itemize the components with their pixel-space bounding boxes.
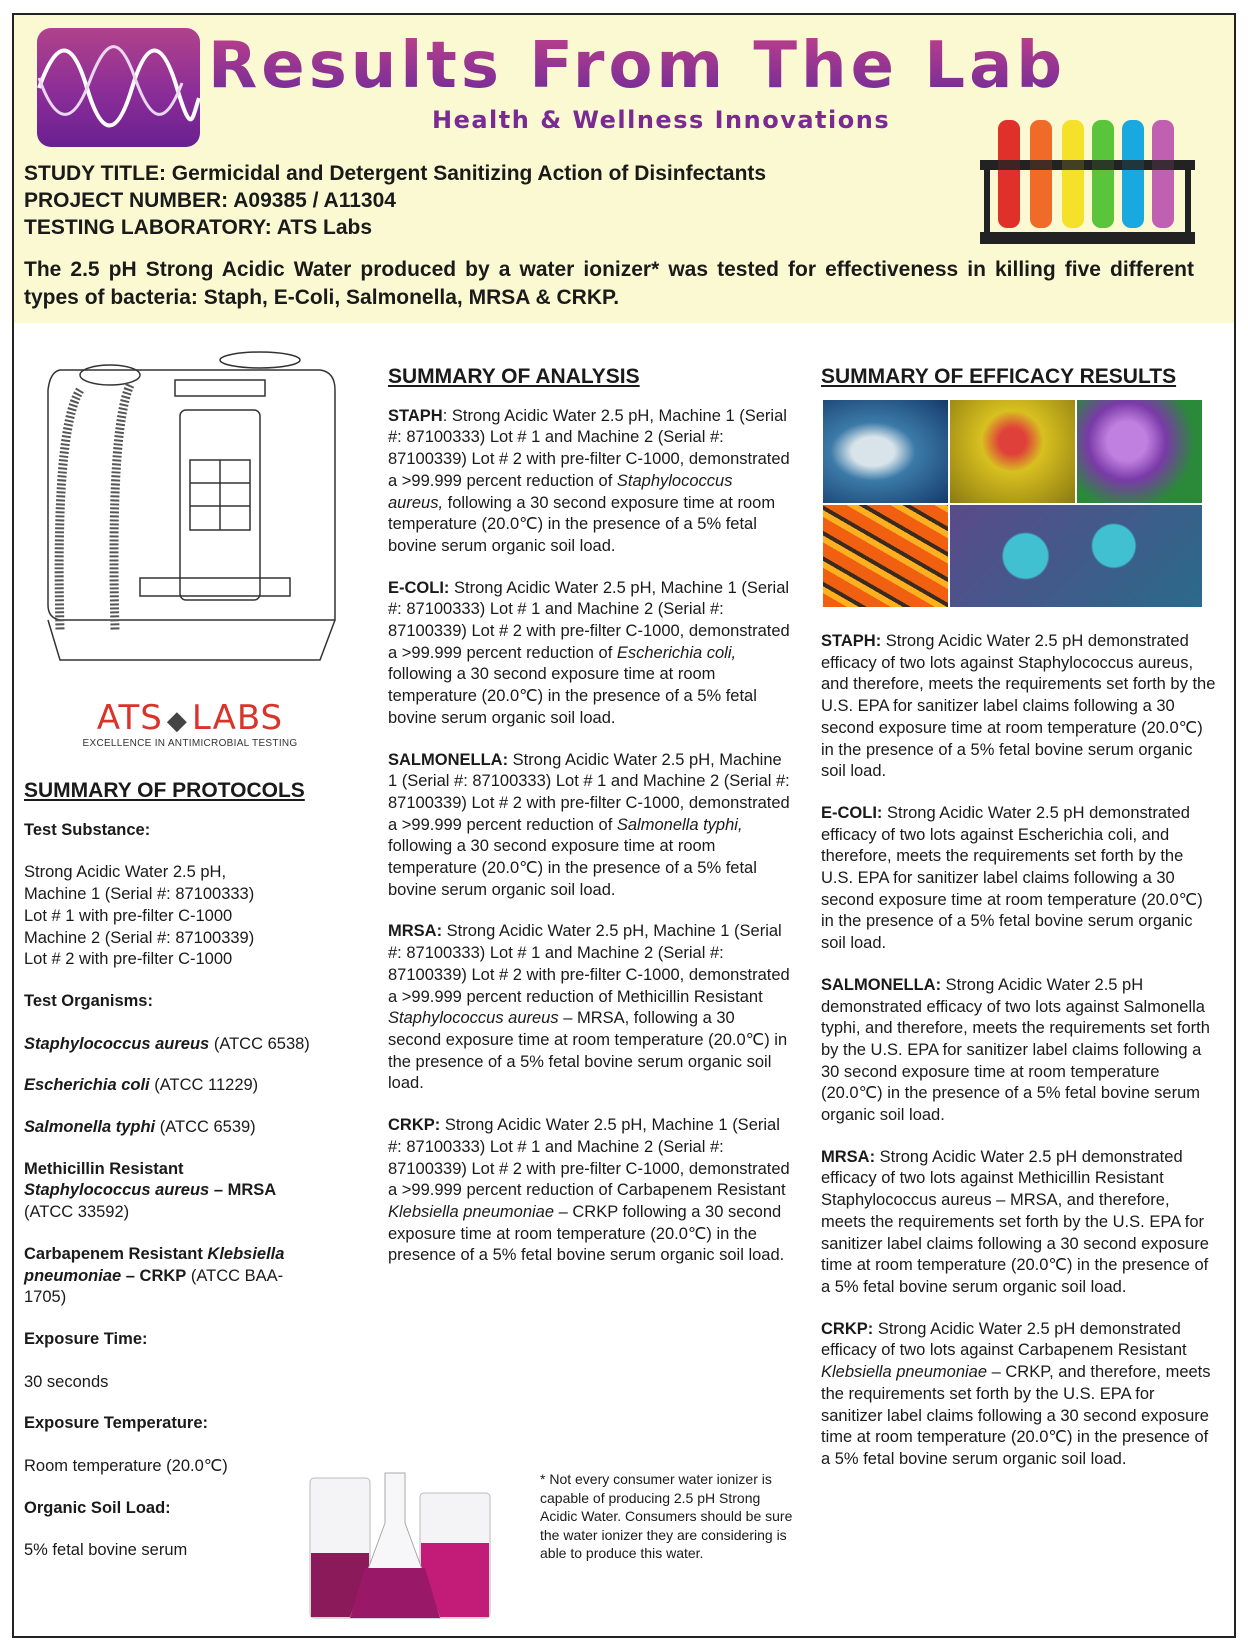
protocols-heading: SUMMARY OF PROTOCOLS — [24, 779, 305, 802]
text-segment: following a 30 second exposure time at room temperature (20.0℃) in the presence of a 5% fetal bovine serum organic soil load. — [388, 665, 757, 727]
text-segment: Klebsiella pneumoniae — [821, 1363, 988, 1382]
text-segment: CRKP: — [821, 1319, 874, 1338]
text-segment: (ATCC 6538) — [209, 1034, 310, 1053]
text-segment: (ATCC BAA-1705) — [24, 1266, 284, 1307]
text-segment: Klebsiella pneumoniae — [388, 1202, 555, 1221]
text-segment: MRSA: — [388, 922, 443, 941]
analysis-column — [388, 366, 790, 1287]
soil-load-label: Organic Soil Load: — [24, 1498, 171, 1517]
text-segment: Carbapenem Resistant — [24, 1244, 208, 1263]
text-segment: Strong Acidic Water 2.5 pH, Machine 1 (Serial #: 87100333) Lot # 1 and Machine 2 (Serial #: 87100339) Lot # 2 with pre-filter C-1000, demonstrated a >99.999 percent reduction of Carbapenem Resistant — [388, 1116, 790, 1200]
text-segment: Strong Acidic Water 2.5 pH, Machine 1 (Serial #: 87100333) Lot # 1 and Machine 2 (Serial #: 87100339) Lot # 2 with pre-filter C-1000, demonstrated a >99.999 percent reduction of — [388, 750, 790, 834]
efficacy-ecoli — [821, 803, 1219, 955]
project-number-label: PROJECT NUMBER: — [24, 189, 229, 212]
exposure-temp-value: Room temperature (20.0℃) — [24, 1457, 228, 1476]
protocols-column — [24, 780, 324, 1582]
text-segment: following a 30 second exposure time at room temperature (20.0℃) in the presence of a 5% fetal bovine serum organic soil load. — [388, 493, 776, 555]
project-number-value: A09385 / A11304 — [228, 189, 396, 212]
efficacy-crkp — [821, 1319, 1219, 1471]
wave-logo — [37, 28, 200, 147]
efficacy-mrsa — [821, 1147, 1219, 1299]
analysis-heading: SUMMARY OF ANALYSIS — [388, 365, 640, 388]
study-title-value: Germicidal and Detergent Sanitizing Action of Disinfectants — [165, 162, 767, 185]
water-ionizer-drawing — [40, 350, 345, 700]
ats-labs-logo — [55, 698, 325, 749]
exposure-temp-label: Exposure Temperature: — [24, 1414, 208, 1433]
study-title-line — [24, 160, 766, 187]
testing-lab-line — [24, 214, 766, 241]
text-segment: – MRSA, following a 30 second exposure time at room temperature (20.0℃) in the presence of a 5% fetal bovine serum organic soil load. — [388, 1009, 788, 1093]
bacteria-collage-image — [823, 400, 1202, 607]
soil-load-value: 5% fetal bovine serum — [24, 1541, 188, 1560]
text-segment: – CRKP — [121, 1266, 187, 1285]
text-segment: : Strong Acidic Water 2.5 pH, Machine 1 (Serial #: 87100333) Lot # 1 and Machine 2 (Serial #: 87100339) Lot # 2 with pre-filter C-1000, demonstrated a >99.999 percent reduction of — [388, 406, 790, 490]
text-segment: Strong Acidic Water 2.5 pH demonstrated efficacy of two lots against Methicillin Resistant Staphylococcus aureus – MRSA, and therefore, meets the requirements set forth by the U.S. EPA for sanitizer label claims following a 30 second exposure time at room temperature (20.0℃) in the presence of a 5% fetal bovine serum organic soil load. — [821, 1147, 1209, 1296]
text-segment: – CRKP, and therefore, meets the requirements set forth by the U.S. EPA for sanitizer label claims following a 30 second exposure time at room temperature (20.0℃) in the presence of a 5% fetal bovine serum organic soil load. — [821, 1363, 1211, 1468]
test-organisms-label: Test Organisms: — [24, 991, 153, 1010]
text-segment: Staphylococcus aureus — [388, 1009, 559, 1028]
intro-paragraph: The 2.5 pH Strong Acidic Water produced by a water ionizer* was tested for effectiveness in killing five different types of bacteria: Staph, E-Coli, Salmonella, MRSA & CRKP. — [24, 258, 1194, 309]
organism-item — [24, 1244, 324, 1309]
organism-item — [24, 1075, 324, 1097]
text-segment: (ATCC 33592) — [24, 1203, 130, 1222]
diamond-icon: ◆ — [166, 706, 188, 736]
beakers-image — [305, 1468, 495, 1628]
project-number-line — [24, 187, 766, 214]
efficacy-staph — [821, 631, 1219, 783]
organism-item — [24, 1159, 299, 1224]
analysis-staph — [388, 406, 790, 558]
text-segment: Staphylococcus aureus — [24, 1181, 210, 1200]
text-segment: Salmonella typhi — [24, 1118, 156, 1137]
text-segment: MRSA: — [821, 1147, 876, 1166]
text-segment: (ATCC 6539) — [155, 1118, 256, 1137]
text-segment: Strong Acidic Water 2.5 pH demonstrated efficacy of two lots against Salmonella typhi, and therefore, meets the requirements set forth by the U.S. EPA for sanitizer label claims following a 30 second exposure time at room temperature (20.0℃) in the presence of a 5% fetal bovine serum organic soil load. — [821, 975, 1210, 1125]
analysis-crkp — [388, 1115, 790, 1267]
study-info — [24, 160, 766, 241]
text-segment: Strong Acidic Water 2.5 pH demonstrated efficacy of two lots against Carbapenem Resistant — [821, 1319, 1187, 1360]
text-segment: – CRKP following a 30 second exposure time at room temperature (20.0℃) in the presence of a 5% fetal bovine serum organic soil load. — [388, 1202, 785, 1265]
text-segment: Strong Acidic Water 2.5 pH, Machine 1 (Serial #: 87100333) Lot # 1 and Machine 2 (Serial #: 87100339) Lot # 2 with pre-filter C-1000, demonstrated a >99.999 percent reduction of — [388, 578, 790, 662]
text-segment: Methicillin Resistant — [24, 1159, 184, 1178]
test-substance-value: Strong Acidic Water 2.5 pH, Machine 1 (Serial #: 87100333) Lot # 1 with pre-filter C-1000 Machine 2 (Serial #: 87100339) Lot # 2 with pre-filter C-1000 — [24, 863, 255, 969]
text-segment: – MRSA — [209, 1181, 277, 1200]
text-segment: SALMONELLA: — [821, 975, 942, 994]
footnote: * Not every consumer water ionizer is capable of producing 2.5 pH Strong Acidic Water. Consumers should be sure the water ionizer they are considering is able to produce this water. — [540, 1471, 793, 1562]
text-segment: E-COLI: — [388, 578, 450, 597]
testing-lab-label: TESTING LABORATORY: — [24, 216, 272, 239]
text-segment: Staphylococcus aureus, — [388, 471, 733, 512]
text-segment: E-COLI: — [821, 803, 883, 822]
test-tubes-image — [980, 120, 1195, 245]
text-segment: Escherichia coli, — [616, 643, 737, 662]
text-segment: (ATCC 11229) — [149, 1076, 259, 1095]
text-segment: SALMONELLA: — [388, 750, 509, 769]
study-title-label: STUDY TITLE: — [24, 162, 166, 185]
exposure-time-value: 30 seconds — [24, 1372, 109, 1391]
analysis-ecoli — [388, 578, 790, 730]
text-segment: CRKP: — [388, 1116, 441, 1135]
page-subtitle: Health & Wellness Innovations — [432, 106, 891, 134]
analysis-salmonella — [388, 750, 790, 902]
text-segment: Strong Acidic Water 2.5 pH demonstrated efficacy of two lots against Staphylococcus aureus, and therefore, meets the requirements set forth by the U.S. EPA for sanitizer label claims following a 30 second exposure time at room temperature (20.0℃) in the presence of a 5% fetal bovine serum organic soil load. — [821, 632, 1216, 781]
text-segment: Staphylococcus aureus — [24, 1034, 210, 1053]
analysis-mrsa — [388, 921, 790, 1095]
page-title: Results From The Lab — [208, 29, 1067, 103]
testing-lab-value: ATS Labs — [271, 216, 373, 239]
text-segment: Escherichia coli — [24, 1076, 150, 1095]
test-substance-label: Test Substance: — [24, 820, 151, 839]
text-segment: Salmonella typhi, — [616, 815, 743, 834]
organism-item — [24, 1034, 324, 1056]
efficacy-results — [821, 631, 1219, 1491]
sine-wave-icon — [37, 28, 200, 147]
efficacy-salmonella — [821, 975, 1219, 1127]
text-segment: Strong Acidic Water 2.5 pH demonstrated efficacy of two lots against Escherichia coli, and therefore, meets the requirements set forth by the U.S. EPA for sanitizer label claims following a 30 second exposure time at room temperature (20.0℃) in the presence of a 5% fetal bovine serum organic soil load. — [821, 803, 1203, 953]
text-segment: STAPH: — [821, 632, 882, 650]
text-segment: following a 30 second exposure time at room temperature (20.0℃) in the presence of a 5% fetal bovine serum organic soil load. — [388, 837, 757, 899]
text-segment: Klebsiella pneumoniae — [24, 1244, 285, 1285]
efficacy-heading: SUMMARY OF EFFICACY RESULTS — [821, 365, 1177, 388]
ats-tagline: EXCELLENCE IN ANTIMICROBIAL TESTING — [82, 738, 298, 749]
exposure-time-label: Exposure Time: — [24, 1329, 148, 1348]
ats-logo-text: ATS — [96, 698, 163, 738]
text-segment: STAPH — [388, 406, 443, 425]
text-segment: Strong Acidic Water 2.5 pH, Machine 1 (Serial #: 87100333) Lot # 1 and Machine 2 (Serial #: 87100339) Lot # 2 with pre-filter C-1000, demonstrated a >99.999 percent reduction of Methicillin Resistant — [388, 922, 790, 1006]
labs-logo-text: LABS — [191, 698, 284, 738]
organism-item — [24, 1117, 324, 1139]
